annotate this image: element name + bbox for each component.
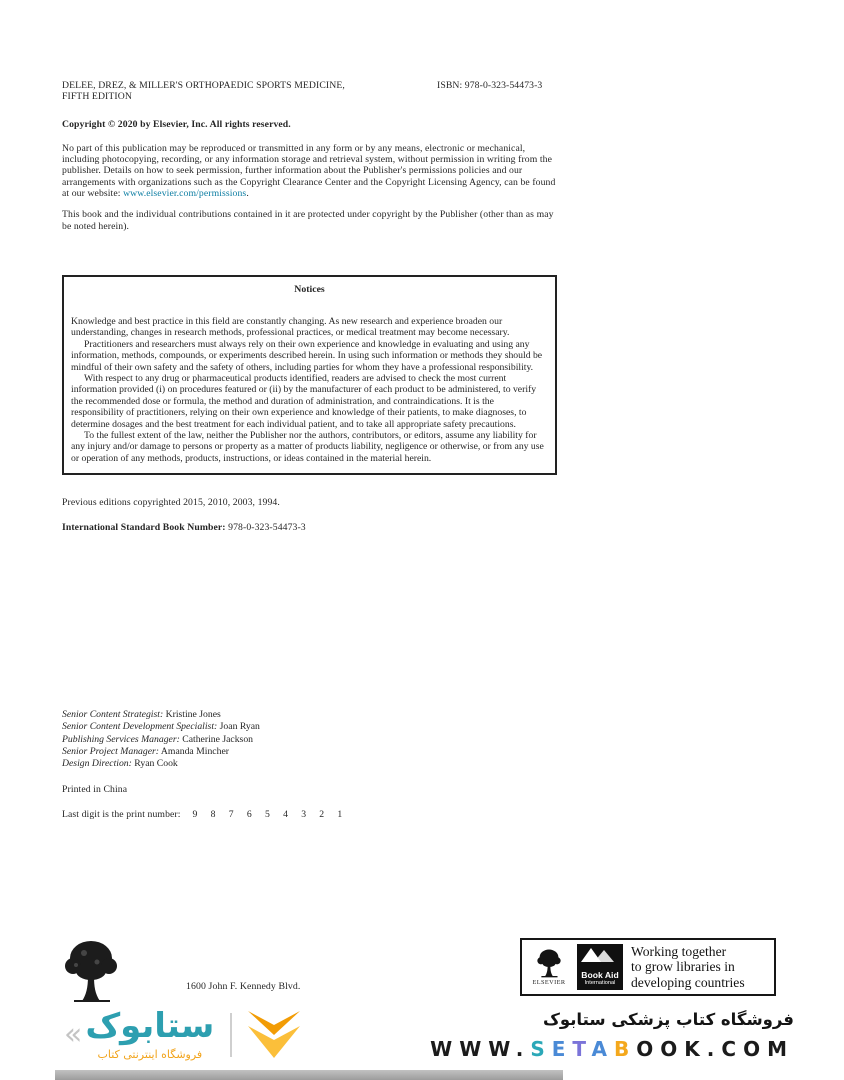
book-aid-pages-icon — [579, 946, 621, 964]
setabook-logo — [64, 1006, 302, 1061]
tagline-line3: developing countries — [631, 974, 745, 990]
notices-paragraph: With respect to any drug or pharmaceutical products identified, readers are advised to check the most current information provided (i) on procedures featured or (ii) by the manufacturer of each product to be administered, to verify the recommended dose or formula, the method and duration of administration, and contraindications. It is the responsibility of practitioners, relying on their own experience and knowledge of their patients, to make diagnoses, to determine dosages and the best treatment for each individual patient, and to take all appropriate safety precautions. — [71, 373, 537, 430]
print-number-line — [62, 809, 557, 820]
setabook-url[interactable]: WWW.SETABOOK.COM — [430, 1037, 794, 1061]
permissions-paragraph — [62, 143, 557, 199]
elsevier-tree-logo — [62, 938, 120, 1009]
setabook-watermark-banner — [0, 1002, 844, 1080]
page-header — [62, 80, 557, 103]
setabook-logo-name: ستابوک — [85, 1006, 215, 1046]
publisher-address-line: 1600 John F. Kennedy Blvd. — [186, 981, 301, 992]
guillemet-mark: « — [64, 1016, 83, 1052]
bookaid-box — [520, 938, 776, 996]
setabook-logo-text — [85, 1006, 215, 1061]
printed-in-line: Printed in China — [62, 783, 128, 795]
elsevier-mini-label: ELSEVIER — [532, 979, 566, 986]
scan-page-edge — [55, 1070, 563, 1080]
bookaid-tagline — [631, 944, 745, 991]
credit-line: Senior Content Strategist: Kristine Jones — [62, 708, 221, 720]
credit-line: Publishing Services Manager: Catherine Jackson — [62, 733, 254, 745]
notices-body — [71, 316, 548, 464]
setabook-store-title: فروشگاه کتاب پزشکی ستابوک — [543, 1010, 794, 1029]
setabook-chevron-icon — [246, 1011, 302, 1059]
isbn-line — [62, 522, 557, 533]
book-aid-name: Book Aid — [581, 970, 619, 980]
isbn-top-right: ISBN: 978-0-323-54473-3 — [437, 80, 543, 91]
copyright-page-content — [62, 80, 557, 820]
book-title-line1: DELEE, DREZ, & MILLER'S ORTHOPAEDIC SPORTS MEDICINE, — [62, 80, 345, 91]
notices-box — [62, 275, 557, 475]
setabook-banner-text — [430, 1010, 794, 1061]
elsevier-mini-logo — [529, 948, 569, 986]
book-aid-subname: International — [584, 980, 616, 986]
print-number-label: Last digit is the print number: — [62, 809, 181, 821]
setabook-logo-subtitle: فروشگاه اینترنتی کتاب — [97, 1047, 203, 1061]
credit-line: Design Direction: Ryan Cook — [62, 758, 178, 770]
isbn-label: International Standard Book Number: — [62, 521, 226, 533]
notices-paragraph: Practitioners and researchers must always rely on their own experience and knowledge in evaluating and using any information, methods, compounds, or experiments described herein. In using such information or methods they should be mindful of their own safety and the safety of others, including parties for whom they have a professional responsibility. — [71, 338, 543, 373]
credits-list — [62, 709, 557, 771]
notices-paragraph: Knowledge and best practice in this field are constantly changing. As new research and experience broaden our understanding, changes in research methods, professional practices, or medical treatment may become necessary. — [71, 315, 510, 339]
logo-divider — [230, 1013, 232, 1057]
permissions-link[interactable]: www.elsevier.com/permissions — [123, 188, 247, 200]
book-title-line2: FIFTH EDITION — [62, 91, 132, 103]
copyright-line: Copyright © 2020 by Elsevier, Inc. All rights reserved. — [62, 118, 291, 130]
previous-editions-line: Previous editions copyrighted 2015, 2010, 2003, 1994. — [62, 497, 280, 509]
print-number-digits: 9 8 7 6 5 4 3 2 1 — [192, 809, 344, 821]
notices-paragraph: To the fullest extent of the law, neither the Publisher nor the authors, contributors, or editors, assume any liability for any injury and/or damage to persons or property as a matter of products liability, negligence or otherwise, or from any use or operation of any methods, products, instructions, or ideas contained in the material herein. — [71, 430, 544, 464]
permissions-text: No part of this publication may be reproduced or transmitted in any form or by any means, electronic or mechanical, including photocopying, recording, or any information storage and retrieval system, without permission in writing from the publisher. Details on how to seek permission, further information about the Publisher's permissions policies and our arrangements with organizations such as the Copyright Clearance Center and the Copyright Licensing Agency, can be found at our website: — [62, 142, 556, 200]
permissions-suffix: . — [246, 188, 249, 200]
book-aid-logo — [577, 944, 623, 990]
protected-paragraph: This book and the individual contributions contained in it are protected under copyright by the Publisher (other than as may be noted herein). — [62, 209, 554, 232]
credit-line: Senior Content Development Specialist: Joan Ryan — [62, 721, 260, 733]
tagline-line1: Working together — [631, 943, 727, 959]
tagline-line2: to grow libraries in — [631, 959, 735, 975]
elsevier-mini-tree-icon — [536, 948, 562, 978]
isbn-value: 978-0-323-54473-3 — [228, 521, 306, 533]
elsevier-tree-icon — [62, 938, 120, 1004]
notices-title: Notices — [294, 283, 325, 295]
credit-line: Senior Project Manager: Amanda Mincher — [62, 746, 229, 758]
